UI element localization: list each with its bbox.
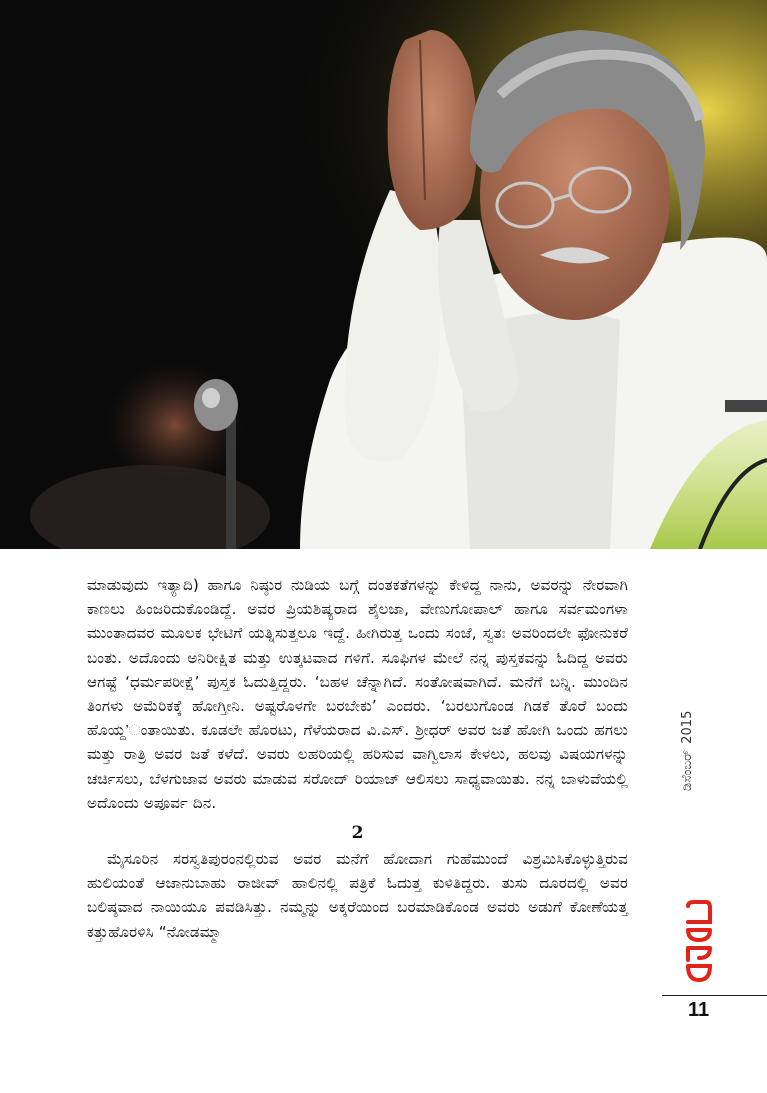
article-paragraph-1: ಮಾಡುವುದು ಇತ್ಯಾದಿ) ಹಾಗೂ ನಿಷ್ಠುರ ನುಡಿಯ ಬಗ್ಗೆ ದಂತಕತೆಗಳನ್ನು ಕೇಳಿದ್ದ ನಾನು, ಅವರನ್ನು ನೇರವಾಗಿ ಕಾಣಲು ಹಿಂಜರಿದುಕೊಂಡಿದ್ದೆ. ಅವರ ಪ್ರಿಯಶಿಷ್ಯರಾದ ಶೈಲಜಾ, ವೇಣುಗೋಪಾಲ್ ಹಾಗೂ ಸರ್ವಮಂಗಳಾ ಮುಂತಾದವರ ಮೂಲಕ ಭೇಟಿಗೆ ಯತ್ನಿಸುತ್ತಲೂ ಇದ್ದೆ. ಹೀಗಿರುತ್ತ ಒಂದು ಸಂಜೆ, ಸ್ವತಃ ಅವರಿಂದಲೇ ಫೋನುಕರೆ ಬಂತು. ಅದೊಂದು ಅನಿರೀಕ್ಷಿತ ಮತ್ತು ಉತ್ಕಟವಾದ ಗಳಿಗೆ. ಸೂಫಿಗಳ ಮೇಲೆ ನನ್ನ ಪುಸ್ತಕವನ್ನು ಓದಿದ್ದ ಅವರು ಆಗಷ್ಟೆ ‘ಧರ್ಮಪರೀಕ್ಷೆ’ ಪುಸ್ತಕ ಓದುತ್ತಿದ್ದರು. ‘ಬಹಳ ಚೆನ್ನಾಗಿದೆ. ಸಂತೋಷವಾಗಿದೆ. ಮನೆಗೆ ಬನ್ನಿ. ಮುಂದಿನ ತಿಂಗಳು ಅಮೆರಿಕಕ್ಕೆ ಹೋಗ್ತೀನಿ. ಅಷ್ಟರೊಳಗೇ ಬರಬೇಕು’ ಎಂದರು. ‘ಬರಲುಗೊಂಡ ಗಿಡಕೆ ತೊರೆ ಬಂದು ಹೊಯ್ದ’ಂತಾಯಿತು. ಕೂಡಲೇ ಹೊರಟು, ಗೆಳೆಯರಾದ ವಿ.ಎಸ್. ಶ್ರೀಧರ್ ಅವರ ಜತೆ ಹೋಗಿ ಒಂದು ಹಗಲು ಮತ್ತು ರಾತ್ರಿ ಅವರ ಜತೆ ಕಳೆದೆ. ಅವರು ಲಹರಿಯಲ್ಲಿ ಹರಿಸುವ ವಾಗ್ವಿಲಾಸ ಕೇಳಲು, ಹಲವು ವಿಷಯಗಳನ್ನು ಚರ್ಚಿಸಲು, ಬೆಳಗುಜಾವ ಅವರು ಮಾಡುವ ಸರೋದ್ ರಿಯಾಜ್ ಆಲಿಸಲು ಸಾಧ್ಯವಾಯಿತು. ನನ್ನ ಬಾಳುವೆಯಲ್ಲಿ ಅದೊಂದು ಅಪೂರ್ವ ದಿನ. bbox=[87, 576, 628, 812]
issue-date bbox=[680, 701, 710, 791]
issue-month: ಡಿಸೆಂಬರ್ bbox=[680, 749, 695, 791]
page-number-rule bbox=[662, 995, 767, 996]
section-number: 2 bbox=[351, 823, 364, 844]
article-paragraph-2: ಮೈಸೂರಿನ ಸರಸ್ವತಿಪುರಂನಲ್ಲಿರುವ ಅವರ ಮನೆಗೆ ಹೋದಾಗ ಗುಹೆಮುಂದೆ ವಿಶ್ರಮಿಸಿಕೊಳ್ಳುತ್ತಿರುವ ಹುಲಿಯಂತೆ ಆಜಾನುಬಾಹು ರಾಜೀವ್ ಹಾಲಿನಲ್ಲಿ ಪತ್ರಿಕೆ ಓದುತ್ತ ಕುಳಿತಿದ್ದರು. ತುಸು ದೂರದಲ್ಲಿ ಅವರ ಬಲಿಷ್ಠವಾದ ನಾಯಿಯೂ ಪವಡಿಸಿತ್ತು. ನಮ್ಮನ್ನು ಅಕ್ಕರೆಯಿಂದ ಬರಮಾಡಿಕೊಂಡ ಅವರು ಅಡುಗೆ ಕೋಣೆಯತ್ತ ಕತ್ತುಹೊರಳಿಸಿ “ನೋಡಮ್ಮಾ bbox=[87, 850, 628, 941]
issue-year: 2015 bbox=[680, 710, 695, 744]
magazine-logo bbox=[684, 900, 714, 982]
page-number: 11 bbox=[688, 999, 710, 1021]
article-body bbox=[87, 573, 628, 944]
